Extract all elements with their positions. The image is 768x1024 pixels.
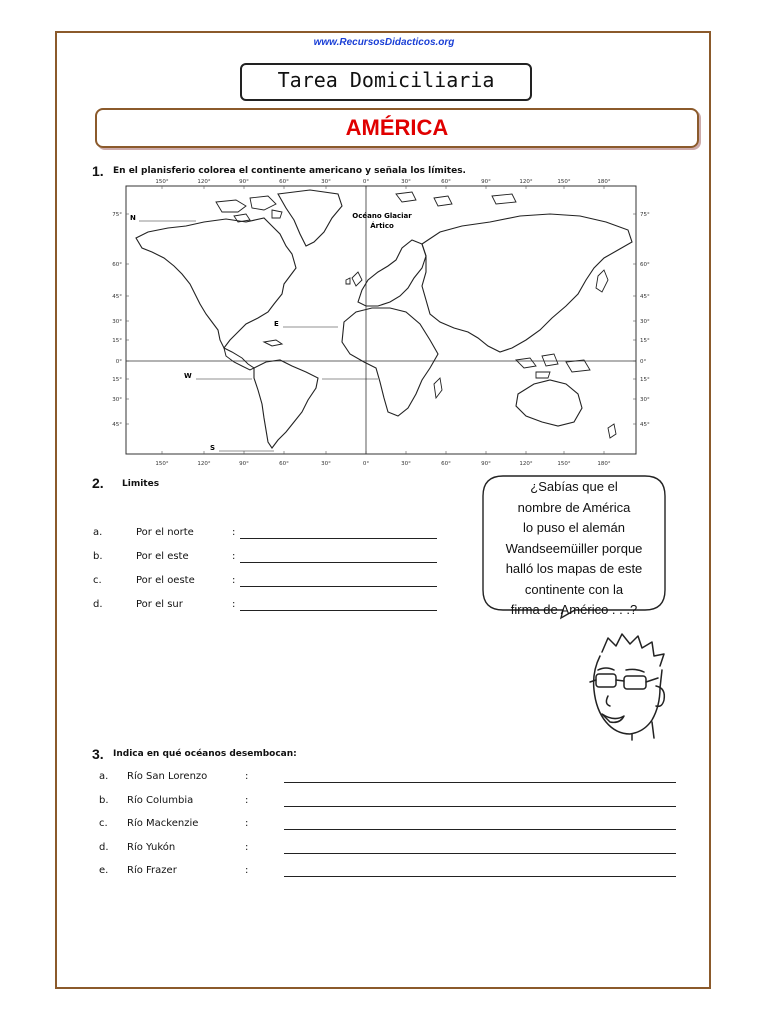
ocean-label-2: Ártico: [370, 222, 394, 230]
q2-item-colon: :: [232, 527, 236, 538]
q3-item-letter: a.: [99, 771, 109, 782]
bubble-line: lo puso el alemán: [523, 520, 625, 535]
bubble-line: Wandseemüiller porque: [505, 540, 643, 556]
q2-item-letter: a.: [93, 527, 103, 538]
bubble-line: ¿Sabías que el: [530, 479, 618, 494]
q3-answer-line[interactable]: [284, 782, 676, 783]
map-left-tick-label: 30°: [112, 397, 122, 403]
q3-item-colon: :: [245, 865, 249, 876]
map-bottom-tick-label: 150°: [155, 461, 169, 467]
map-right-tick-label: 75°: [640, 212, 650, 218]
map-top-tick-label: 60°: [279, 179, 289, 185]
q3-item-colon: :: [245, 818, 249, 829]
q2-item-colon: :: [232, 599, 236, 610]
map-left-tick-label: 45°: [112, 294, 122, 300]
q2-item-letter: d.: [93, 599, 103, 610]
q2-title: Limites: [122, 479, 160, 489]
site-url[interactable]: www.RecursosDidacticos.org: [313, 37, 455, 48]
map-left-tick-label: 60°: [112, 262, 122, 268]
q2-item-colon: :: [232, 575, 236, 586]
map-right-tick-label: 15°: [640, 377, 650, 383]
west-label: W: [184, 372, 192, 380]
q3-item-letter: b.: [99, 795, 109, 806]
map-bottom-tick-label: 180°: [597, 461, 611, 467]
q3-item-label: Río Frazer: [127, 865, 177, 876]
q3-item-colon: :: [245, 771, 249, 782]
q1-text: En el planisferio colorea el continente americano y señala los límites.: [113, 166, 466, 176]
map-bottom-tick-label: 90°: [239, 461, 249, 467]
q2-answer-line[interactable]: [240, 538, 437, 539]
map-left-tick-label: 45°: [112, 422, 122, 428]
map-top-tick-label: 150°: [155, 179, 169, 185]
q3-answer-line[interactable]: [284, 829, 676, 830]
bubble-line: continente con la: [524, 581, 624, 597]
map-top-tick-label: 30°: [401, 179, 411, 185]
map-bottom-tick-label: 120°: [519, 461, 533, 467]
bubble-line: nombre de América: [517, 499, 631, 515]
q3-item-letter: d.: [99, 842, 109, 853]
q2-item-colon: :: [232, 551, 236, 562]
bubble-text: [486, 477, 662, 621]
q2-item-letter: b.: [93, 551, 103, 562]
map-left-tick-label: 15°: [112, 338, 122, 344]
map-right-tick-label: 45°: [640, 422, 650, 428]
q3-answer-line[interactable]: [284, 806, 676, 807]
map-right-tick-label: 60°: [640, 262, 650, 268]
map-left-tick-label: 75°: [112, 212, 122, 218]
map-top-tick-label: 60°: [441, 179, 451, 185]
q3-answer-line[interactable]: [284, 853, 676, 854]
q3-item-letter: e.: [99, 865, 109, 876]
map-top-tick-label: 90°: [239, 179, 249, 185]
region-title: AMÉRICA: [95, 108, 699, 148]
east-label: E: [274, 320, 279, 328]
q2-item-label: Por el oeste: [136, 575, 195, 586]
q1-number: 1.: [92, 163, 104, 179]
q3-item-label: Río Yukón: [127, 842, 176, 853]
map-right-tick-label: 0°: [640, 359, 647, 365]
bubble-line: halló los mapas de este: [505, 561, 643, 576]
q3-item-colon: :: [245, 842, 249, 853]
q3-number: 3.: [92, 746, 104, 762]
map-right-tick-label: 45°: [640, 294, 650, 300]
map-left-tick-labels: [112, 212, 122, 428]
north-label: N: [130, 214, 136, 222]
q3-item-label: Río Mackenzie: [127, 818, 199, 829]
q3-item-letter: c.: [99, 818, 108, 829]
world-map: [96, 172, 652, 470]
map-top-tick-label: 90°: [481, 179, 491, 185]
map-right-tick-label: 30°: [640, 397, 650, 403]
map-bottom-tick-label: 150°: [557, 461, 571, 467]
map-bottom-tick-label: 60°: [279, 461, 289, 467]
map-right-tick-label: 30°: [640, 319, 650, 325]
q2-answer-line[interactable]: [240, 586, 437, 587]
q2-answer-line[interactable]: [240, 562, 437, 563]
q2-item-label: Por el este: [136, 551, 189, 562]
map-bottom-tick-label: 30°: [401, 461, 411, 467]
map-bottom-tick-label: 90°: [481, 461, 491, 467]
map-bottom-tick-label: 60°: [441, 461, 451, 467]
map-top-tick-label: 120°: [519, 179, 533, 185]
bubble-line: firma de Américo . . .?: [510, 602, 638, 617]
map-left-tick-label: 15°: [112, 377, 122, 383]
homework-title: Tarea Domiciliaria: [240, 63, 532, 101]
q2-number: 2.: [92, 475, 104, 491]
ocean-label-1: Océano Glaciar: [352, 212, 412, 220]
q2-item-label: Por el norte: [136, 527, 194, 538]
q3-answer-line[interactable]: [284, 876, 676, 877]
map-top-tick-label: 30°: [321, 179, 331, 185]
map-top-tick-label: 180°: [597, 179, 611, 185]
map-right-tick-labels: [640, 212, 650, 428]
map-right-tick-label: 15°: [640, 338, 650, 344]
south-label: S: [210, 444, 216, 452]
map-top-tick-label: 0°: [362, 179, 370, 185]
q3-item-label: Río San Lorenzo: [127, 771, 208, 782]
map-bottom-tick-label: 30°: [321, 461, 331, 467]
map-top-tick-labels: [155, 179, 610, 185]
map-top-tick-label: 150°: [557, 179, 571, 185]
map-bottom-tick-label: 120°: [197, 461, 211, 467]
q3-text: Indica en qué océanos desembocan:: [113, 749, 297, 759]
cartoon-man-illustration: [572, 630, 676, 742]
q2-item-letter: c.: [93, 575, 102, 586]
q3-item-label: Río Columbia: [127, 795, 194, 806]
map-left-tick-label: 0°: [115, 359, 122, 365]
q2-item-label: Por el sur: [136, 599, 183, 610]
map-left-tick-label: 30°: [112, 319, 122, 325]
map-bottom-tick-label: 0°: [362, 461, 370, 467]
q2-answer-line[interactable]: [240, 610, 437, 611]
map-bottom-tick-labels: [155, 461, 610, 467]
q3-item-colon: :: [245, 795, 249, 806]
map-top-tick-label: 120°: [197, 179, 211, 185]
